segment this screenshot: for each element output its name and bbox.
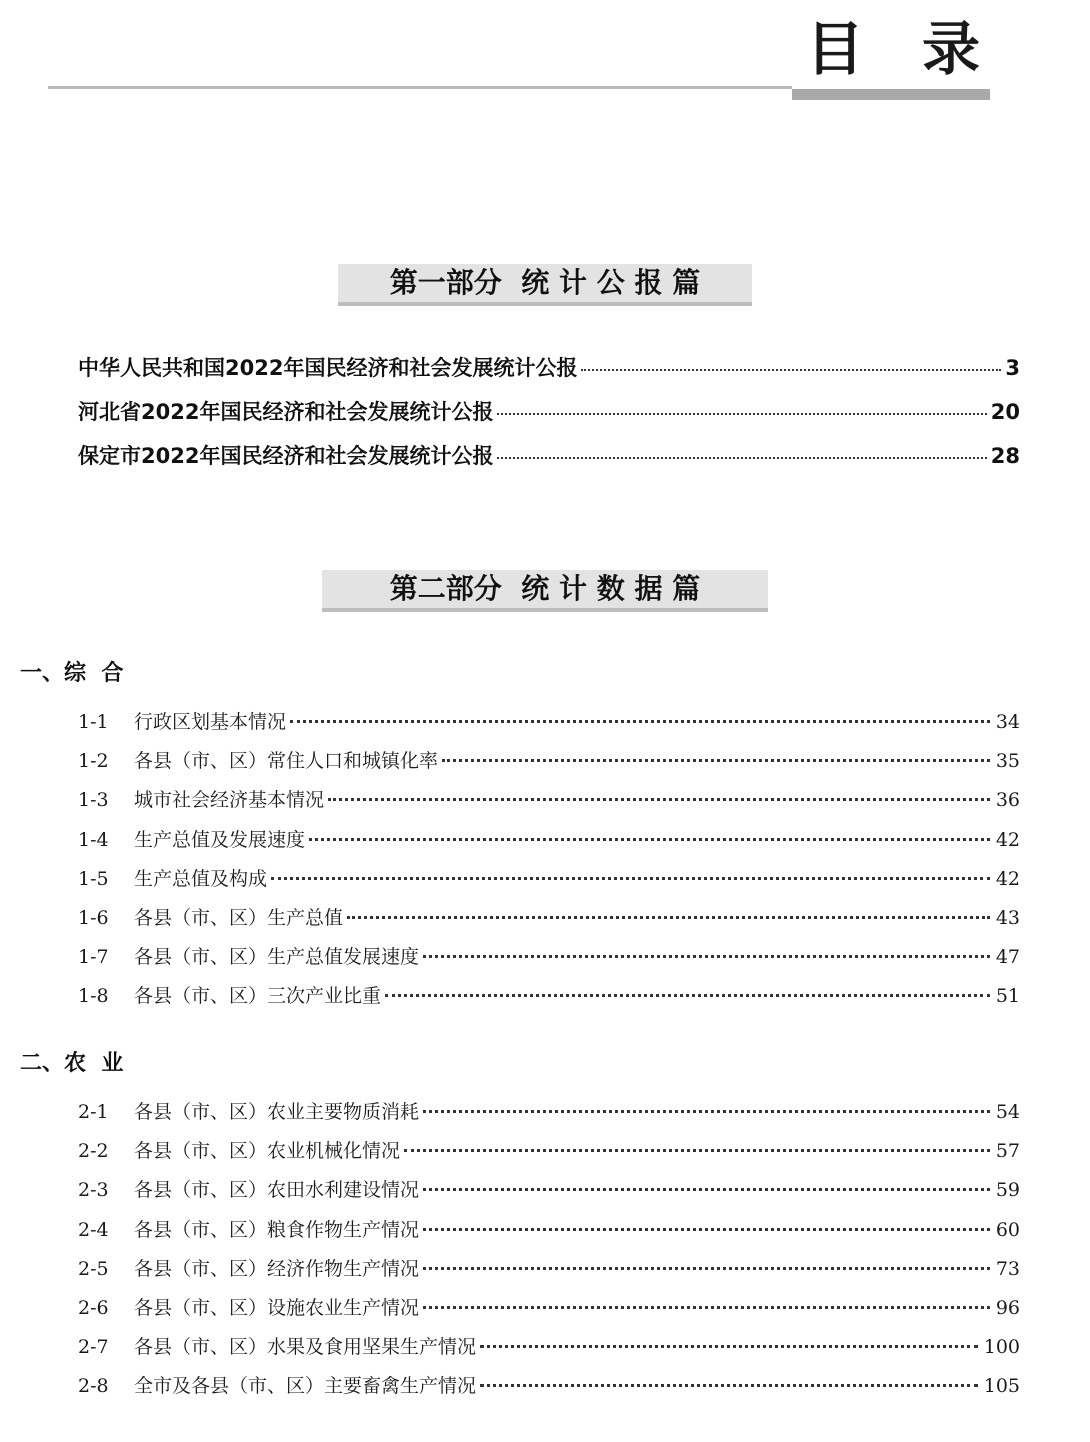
dot-leader — [385, 994, 990, 997]
part-one-banner: 第一部分 统 计 公 报 篇 — [338, 264, 752, 306]
header-accent-bar — [792, 89, 990, 100]
dot-leader — [404, 1149, 990, 1152]
toc-entry[interactable] — [78, 1136, 1020, 1175]
dot-leader — [480, 1384, 978, 1387]
entry-page: 35 — [995, 750, 1020, 773]
entry-title: 各县（市、区）生产总值发展速度 — [134, 946, 420, 969]
entry-title: 各县（市、区）粮食作物生产情况 — [134, 1218, 420, 1241]
toc-entry[interactable] — [78, 903, 1020, 942]
entry-page: 28 — [990, 444, 1020, 468]
dot-leader — [497, 413, 986, 415]
entry-page: 34 — [995, 711, 1020, 733]
entry-title: 各县（市、区）农业机械化情况 — [134, 1140, 401, 1163]
toc-entry[interactable] — [78, 1097, 1020, 1136]
entry-number: 2-8 — [78, 1375, 109, 1398]
toc-entry[interactable] — [78, 1332, 1020, 1371]
entry-page: 54 — [995, 1101, 1020, 1123]
entry-title: 保定市2022年国民经济和社会发展统计公报 — [78, 444, 494, 468]
entry-page: 73 — [995, 1257, 1020, 1280]
entry-number: 1-2 — [78, 750, 109, 773]
entry-title: 各县（市、区）生产总值 — [134, 906, 344, 929]
header-rule — [48, 86, 792, 89]
entry-number: 1-5 — [78, 867, 109, 890]
entry-number: 2-1 — [78, 1101, 109, 1123]
toc-list-general — [78, 707, 1020, 1021]
entry-page: 36 — [995, 789, 1020, 812]
entry-number: 2-7 — [78, 1336, 109, 1359]
part-two-banner: 第二部分 统 计 数 据 篇 — [322, 570, 768, 612]
toc-entry[interactable] — [78, 1254, 1020, 1293]
toc-entry[interactable] — [78, 1371, 1020, 1410]
entry-title: 城市社会经济基本情况 — [134, 789, 325, 812]
toc-entry[interactable] — [78, 1215, 1020, 1254]
entry-title: 中华人民共和国2022年国民经济和社会发展统计公报 — [78, 356, 578, 380]
entry-number: 1-7 — [78, 946, 109, 969]
entry-number: 2-3 — [78, 1179, 109, 1202]
entry-number: 2-4 — [78, 1218, 109, 1241]
dot-leader — [328, 798, 990, 801]
entry-title: 各县（市、区）经济作物生产情况 — [134, 1257, 420, 1280]
entry-title: 行政区划基本情况 — [134, 711, 287, 733]
toc-entry[interactable] — [78, 1293, 1020, 1332]
entry-page: 60 — [995, 1218, 1020, 1241]
toc-entry[interactable] — [78, 1175, 1020, 1214]
entry-title: 各县（市、区）水果及食用坚果生产情况 — [134, 1336, 477, 1359]
dot-leader — [423, 1306, 990, 1309]
entry-page: 51 — [995, 985, 1020, 1008]
entry-title: 各县（市、区）农田水利建设情况 — [134, 1179, 420, 1202]
dot-leader — [423, 1228, 990, 1231]
entry-title: 各县（市、区）农业主要物质消耗 — [134, 1101, 420, 1123]
entry-page: 100 — [983, 1336, 1020, 1359]
dot-leader — [423, 955, 990, 958]
entry-title: 各县（市、区）三次产业比重 — [134, 985, 382, 1008]
entry-number: 2-2 — [78, 1140, 109, 1163]
dot-leader — [480, 1345, 978, 1348]
entry-page: 47 — [995, 946, 1020, 969]
dot-leader — [423, 1188, 990, 1191]
entry-page: 42 — [995, 867, 1020, 890]
entry-page: 42 — [995, 828, 1020, 851]
entry-title: 生产总值及构成 — [134, 867, 268, 890]
entry-number: 1-3 — [78, 789, 109, 812]
toc-entry[interactable] — [78, 396, 1020, 440]
toc-entry[interactable] — [78, 981, 1020, 1020]
toc-entry[interactable] — [78, 707, 1020, 746]
entry-number: 2-6 — [78, 1296, 109, 1319]
entry-page: 43 — [995, 906, 1020, 929]
toc-list-agriculture — [78, 1097, 1020, 1411]
entry-title: 全市及各县（市、区）主要畜禽生产情况 — [134, 1375, 477, 1398]
toc-entry[interactable] — [78, 942, 1020, 981]
toc-entry[interactable] — [78, 864, 1020, 903]
entry-number: 1-6 — [78, 906, 109, 929]
entry-title: 各县（市、区）设施农业生产情况 — [134, 1296, 420, 1319]
dot-leader — [423, 1267, 990, 1270]
section-title-general: 一、综 合 — [20, 661, 124, 686]
entry-page: 59 — [995, 1179, 1020, 1202]
dot-leader — [347, 916, 990, 919]
toc-entry[interactable] — [78, 825, 1020, 864]
entry-page: 57 — [995, 1140, 1020, 1163]
toc-entry[interactable] — [78, 440, 1020, 484]
entry-number: 1-1 — [78, 711, 109, 733]
page-title: 目录 — [806, 15, 1039, 83]
entry-page: 105 — [983, 1375, 1020, 1398]
toc-entry[interactable] — [78, 746, 1020, 785]
entry-number: 2-5 — [78, 1257, 109, 1280]
dot-leader — [309, 838, 990, 841]
entry-title: 生产总值及发展速度 — [134, 828, 306, 851]
dot-leader — [271, 877, 990, 880]
toc-entry[interactable] — [78, 785, 1020, 824]
dot-leader — [442, 759, 990, 762]
entry-title: 河北省2022年国民经济和社会发展统计公报 — [78, 400, 494, 424]
dot-leader — [497, 457, 986, 459]
entry-title: 各县（市、区）常住人口和城镇化率 — [134, 750, 439, 773]
toc-entry[interactable] — [78, 352, 1020, 396]
entry-number: 1-8 — [78, 985, 109, 1008]
entry-page: 3 — [1005, 356, 1020, 380]
bulletin-list — [78, 352, 1020, 484]
entry-page: 96 — [995, 1296, 1020, 1319]
entry-number: 1-4 — [78, 828, 109, 851]
section-title-agriculture: 二、农 业 — [20, 1051, 124, 1076]
dot-leader — [290, 720, 990, 723]
dot-leader — [581, 369, 1001, 371]
dot-leader — [423, 1110, 990, 1113]
entry-page: 20 — [990, 400, 1020, 424]
